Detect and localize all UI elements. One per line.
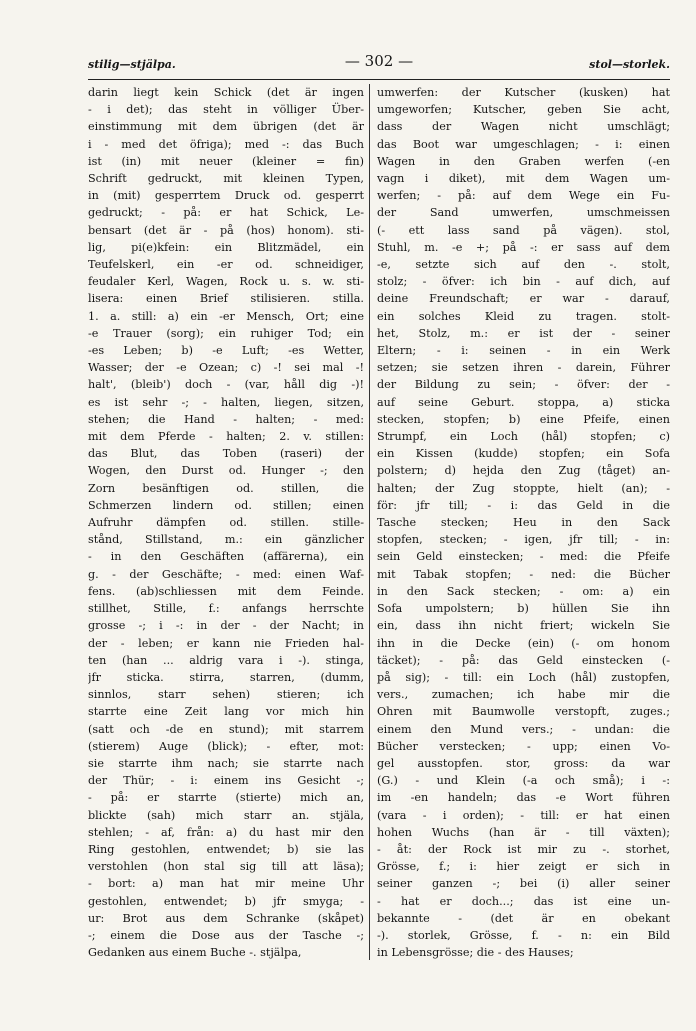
left-column-line: es ist sehr -; - halten, liegen, sitzen, [88,395,364,409]
left-column-line: gestohlen, entwendet; b) jfr smyga; - [88,894,364,908]
left-column-line: -; einem die Dose aus der Tasche -; [88,928,364,942]
right-column-line: för: jfr till; - i: das Geld in die [377,498,670,512]
right-column-line: täcket); - på: das Geld einstecken (- [377,653,670,667]
header-rule [88,79,670,80]
left-column-line: der Thür; - i: einem ins Gesicht -; [88,774,364,788]
right-column-line: Wagen in den Graben werfen (-en [377,154,670,168]
left-column-line: Teufelskerl, ein -er od. schneidiger, [88,258,364,272]
left-column-line: fens. (ab)schliessen mit dem Feinde. [88,584,364,598]
left-column-line: ur: Brot aus dem Schranke (skåpet) [88,911,364,925]
right-column-line: Bücher verstecken; - upp; einen Vo- [377,739,670,753]
left-column-line: stånd, Stillstand, m.: ein gänzlicher [88,533,364,547]
left-column-line: (stierem) Auge (blick); - efter, mot: [88,739,364,753]
left-column-line: feudaler Kerl, Wagen, Rock u. s. w. sti- [88,275,364,289]
right-column-line: sein Geld einstecken; - med: die Pfeife [377,550,670,564]
right-column-line: Sofa umpolstern; b) hüllen Sie ihn [377,602,670,616]
right-column-line: umwerfen: der Kutscher (kusken) hat [377,86,670,99]
right-column-line: seiner ganzen -; bei (i) aller seiner [377,877,670,891]
right-column-line: gel ausstopfen. stor, gross: da war [377,756,670,770]
right-column [377,84,670,961]
right-column-line: umgeworfen; Kutscher, geben Sie acht, [377,103,670,117]
right-column-line: -). storlek, Grösse, f. - n: ein Bild [377,928,670,942]
right-column-line: (- ett lass sand på vägen). stol, [377,223,670,237]
right-column-line: polstern; d) hejda den Zug (tåget) an- [377,464,670,478]
left-column-line: Ring gestohlen, entwendet; b) sie las [88,842,364,856]
left-column-line: blickte (sah) mich starr an. stjäla, [88,808,364,822]
left-column-line: das Blut, das Toben (raseri) der [88,447,364,461]
left-column-line: (satt och -de en stund); mit starrem [88,722,364,736]
right-column-line: - hat er doch...; das ist eine un- [377,894,670,908]
left-column-line: Aufruhr dämpfen od. stillen. stille- [88,516,364,530]
right-column-line: vagn i diket), mit dem Wagen um- [377,172,670,186]
right-column-line: (G.) - und Klein (-a och små); i -: [377,774,670,788]
left-column-line: g. - der Geschäfte; - med: einen Waf- [88,567,364,581]
right-column-line: hohen Wuchs (han är - till växten); [377,825,670,839]
right-column-line: ein, dass ihn nicht friert; wickeln Sie [377,619,670,633]
right-column-line: halten; der Zug stoppte, hielt (an); - [377,481,670,495]
left-column-line: Gedanken aus einem Buche -. stjälpa, [88,946,302,960]
left-column-line: einstimmung mit dem übrigen (det är [88,120,364,134]
right-column-line: der Bildung zu sein; - öfver: der - [377,378,670,392]
left-column-line: -e Trauer (sorg); ein ruhiger Tod; ein [88,326,364,340]
right-column-line: Grösse, f.; i: hier zeigt er sich in [377,860,670,874]
right-column-line: Eltern; - i: seinen - in ein Werk [377,344,670,358]
right-column-line: das Boot war umgeschlagen; - i: einen [377,137,670,151]
right-column-line: einem den Mund vers.; - undan: die [377,722,670,736]
left-column-line: - in den Geschäften (affärerna), ein [88,550,364,564]
column-divider [369,84,370,960]
left-column-line: ten (han ... aldrig vara i -). stinga, [88,653,364,667]
left-column-line: Schrift gedruckt, mit kleinen Typen, [88,172,364,186]
right-column-line: dass der Wagen nicht umschlägt; [377,120,670,134]
left-column-line: - i det); das steht in völliger Über- [88,103,364,117]
left-column-line: mit dem Pferde - halten; 2. v. stillen: [88,430,364,444]
left-column-line: 1. a. still: a) ein -er Mensch, Ort; eine [88,309,364,323]
left-column-line: Wogen, den Durst od. Hunger -; den [88,464,364,478]
left-column-line: darin liegt kein Schick (det är ingen [88,86,364,99]
left-column-line: stillhet, Stille, f.: anfangs herrschte [88,602,364,616]
left-column [88,84,364,961]
right-column-line: auf seine Geburt. stoppa, a) sticka [377,395,670,409]
left-column-line: starrte eine Zeit lang vor mich hin [88,705,364,719]
header-right-catchword: stol—storlek. [589,58,670,71]
right-column-line: mit Tabak stopfen; - ned: die Bücher [377,567,670,581]
left-column-line: bensart (det är - på (hos) honom). sti- [88,223,364,237]
right-column-line: setzen; sie setzen ihren - darein, Führer [377,361,670,375]
right-column-line: in den Sack stecken; - om: a) ein [377,584,670,598]
right-column-line: der Sand umwerfen, umschmeissen [377,206,670,220]
right-column-line: het, Stolz, m.: er ist der - seiner [377,326,670,340]
left-column-line: lisera: einen Brief stilisieren. stilla. [88,292,364,306]
right-column-line: -e, setzte sich auf den -. stolt, [377,258,670,272]
left-column-line: der - leben; er kann nie Frieden hal- [88,636,364,650]
right-column-line: stopfen, stecken; - igen, jfr till; - in: [377,533,670,547]
right-column-line: Strumpf, ein Loch (hål) stopfen; c) [377,430,670,444]
right-column-line: werfen; - på: auf dem Wege ein Fu- [377,189,670,203]
header-left-catchword: stilig—stjälpa. [88,58,176,71]
right-column-line: (vara - i orden); - till: er hat einen [377,808,670,822]
left-column-line: sie starrte ihm nach; sie starrte nach [88,756,364,770]
page-header [88,52,670,78]
left-column-line: verstohlen (hon stal sig till att läsa); [88,860,364,874]
left-column-line: Wasser; der -e Ozean; c) -! sei mal -! [88,361,364,375]
left-column-line: - på: er starrte (stierte) mich an, [88,791,364,805]
left-column-line: - bort: a) man hat mir meine Uhr [88,877,364,891]
right-column-line: ein Kissen (kudde) stopfen; ein Sofa [377,447,670,461]
right-column-line: ein solches Kleid zu tragen. stolt- [377,309,670,323]
left-column-line: i - med det öfriga); med -: das Buch [88,137,364,151]
right-column-line: vers., zumachen; ich habe mir die [377,688,670,702]
right-column-line: ihn in die Decke (ein) (- om honom [377,636,670,650]
right-column-line: bekannte - (det är en obekant [377,911,670,925]
right-column-line: - åt: der Rock ist mir zu -. storhet, [377,842,670,856]
right-column-line: på sig); - till: ein Loch (hål) zustopfen, [377,670,670,684]
left-column-line: -es Leben; b) -e Luft; -es Wetter, [88,344,364,358]
left-column-line: gedruckt; - på: er hat Schick, Le- [88,206,364,220]
left-column-line: in (mit) gesperrtem Druck od. gesperrt [88,189,364,203]
right-column-line: Ohren mit Baumwolle verstopft, zuges.; [377,705,670,719]
right-column-line: in Lebensgrösse; die - des Hauses; [377,946,574,960]
left-column-line: lig, pi(e)kfein: ein Blitzmädel, ein [88,240,364,254]
left-column-line: stehen; die Hand - halten; - med: [88,412,364,426]
left-column-line: halt', (bleib') doch - (var, håll dig -)! [88,378,364,392]
left-column-line: sinnlos, starr sehen) stieren; ich [88,688,364,702]
left-column-line: Zorn besänftigen od. stillen, die [88,481,364,495]
right-column-line: deine Freundschaft; er war - darauf, [377,292,670,306]
right-column-line: stecken, stopfen; b) eine Pfeife, einen [377,412,670,426]
right-column-line: im -en handeln; das -e Wort führen [377,791,670,805]
right-column-line: Tasche stecken; Heu in den Sack [377,516,670,530]
left-column-line: ist (in) mit neuer (kleiner = fin) [88,154,364,168]
left-column-line: Schmerzen lindern od. stillen; einen [88,498,364,512]
left-column-line: jfr sticka. stirra, starren, (dumm, [88,670,364,684]
right-column-line: Stuhl, m. -e +; på -: er sass auf dem [377,240,670,254]
right-column-line: stolz; - öfver: ich bin - auf dich, auf [377,275,670,289]
left-column-line: stehlen; - af, från: a) du hast mir den [88,825,364,839]
page-number: — 302 — [344,52,414,70]
left-column-line: grosse -; i -: in der - der Nacht; in [88,619,364,633]
